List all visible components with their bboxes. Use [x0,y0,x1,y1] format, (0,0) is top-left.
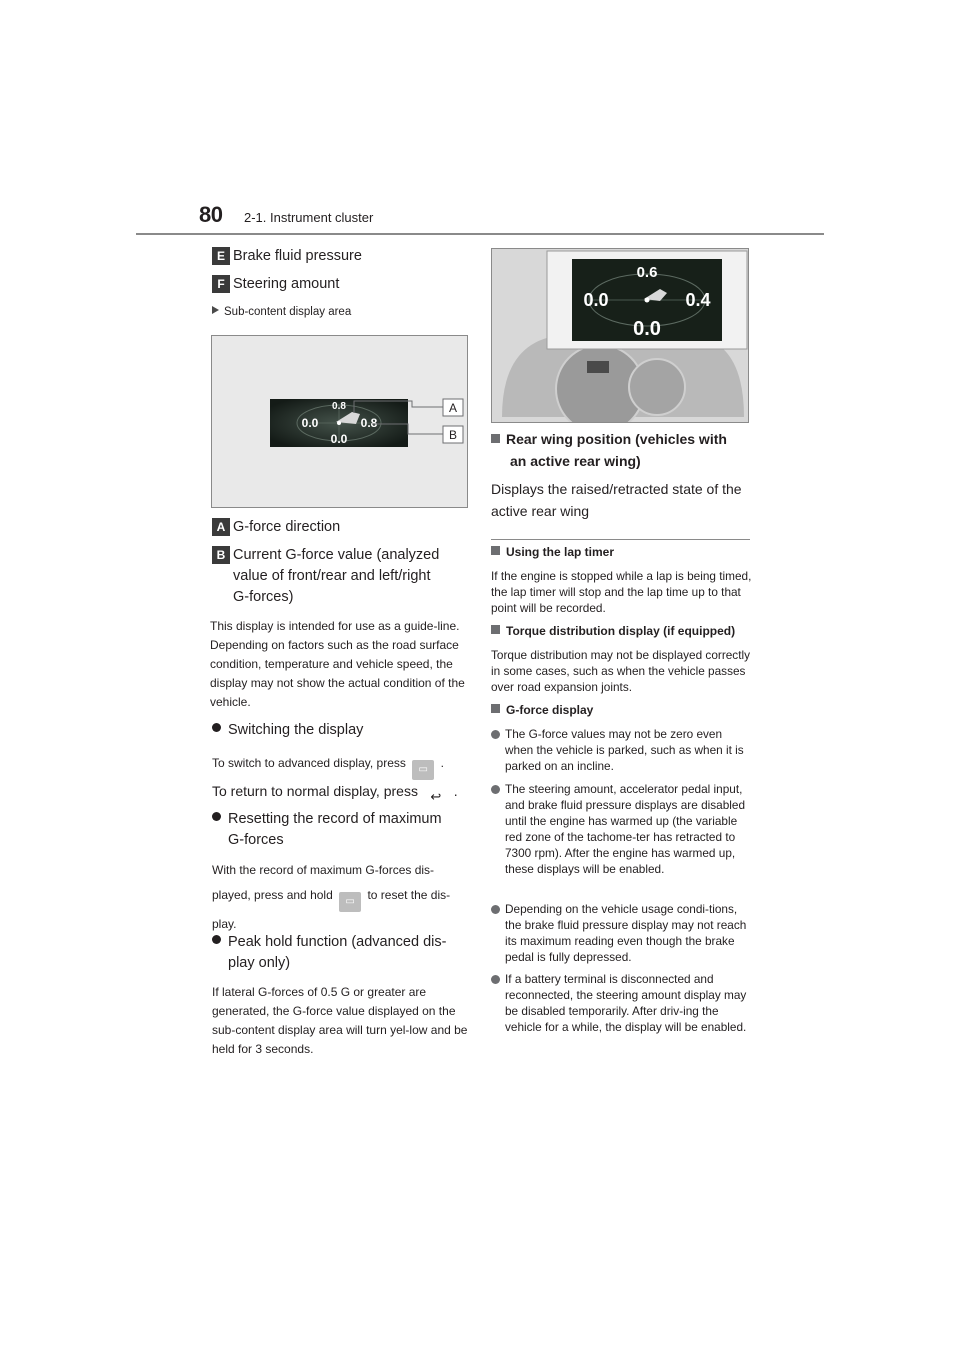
bullet-dot-icon [212,723,221,732]
triangle-bullet-icon [212,306,219,314]
label-b: B [212,546,230,564]
g-force-display-heading: G-force display [491,703,753,717]
peak-hold-text: If lateral G-forces of 0.5 G or greater are generated, the G-force value displayed on the sub-content display area will turn yel-low and be held for 3 seconds. [212,985,468,1056]
fig1-value-bottom: 0.0 [330,432,348,446]
item-current-g-force-value: Current G-force value (analyzed value of front/rear and left/right G-forces) [233,547,440,605]
g-force-bullet-2: The steering amount, accelerator pedal input, and brake fluid pressure displays are disabled until the engine has warmed up (the variable red zone of the tachome-ter has retracted to 7300 rpm). After the engine has warmed up, these displays will be enabled. [491,781,753,877]
figure-sub-content-display [211,335,468,508]
circle-bullet-icon [491,785,500,794]
circle-bullet-icon [491,730,500,739]
page-number: 80 [199,202,223,227]
fig2-value-bottom: 0.0 [633,318,661,340]
label-a: A [212,518,230,536]
fig2-value-top: 0.6 [636,264,658,281]
bullet-dot-icon [212,812,221,821]
switch-advanced-text: To switch to advanced display, press ▭ . [212,753,444,780]
lap-timer-text: If the engine is stopped while a lap is being timed, the lap timer will stop and the lap time up to that point will be recorded. [491,569,752,615]
fig2-value-right: 0.4 [685,290,711,310]
display-button-icon: ▭ [339,892,361,912]
speedometer-gauge [629,359,685,415]
torque-heading: Torque distribution display (if equipped) [491,624,753,638]
square-bullet-icon [491,625,500,634]
item-brake-fluid-pressure: Brake fluid pressure [233,248,362,264]
circle-bullet-icon [491,905,500,914]
section-divider [491,539,750,540]
peak-hold-heading: Peak hold function (advanced dis- play only) [212,932,446,974]
fig1-value-top: 0.8 [332,401,346,412]
square-bullet-icon [491,434,500,443]
header-rule [136,233,824,235]
section-title: 2-1. Instrument cluster [244,210,374,225]
item-g-force-direction: G-force direction [233,519,341,535]
back-button-icon: ↩ [425,787,447,807]
square-bullet-icon [491,546,500,555]
switch-normal-text: To return to normal display, press ↩ . [212,781,458,807]
rear-wing-text: Displays the raised/retracted state of the active rear wing [491,481,742,519]
torque-text: Torque distribution may not be displayed correctly in some cases, such as when the vehicle passes over road expansion joints. [491,648,751,694]
switching-heading: Switching the display [212,720,363,741]
sub-content-heading: Sub-content display area [212,306,351,318]
guideline-note: This display is intended for use as a guide-line. Depending on factors such as the road surface condition, temperature and vehicle speed, the display may not show the actual condition of the vehicle. [210,619,465,709]
resetting-heading: Resetting the record of maximum G-forces [212,809,442,851]
display-button-icon: ▭ [412,760,434,780]
bullet-dot-icon [212,935,221,944]
reset-text: With the record of maximum G-forces dis- played, press and hold ▭ to reset the dis- play. [212,863,451,931]
fig1-value-right: 0.8 [360,416,378,430]
g-force-bullet-1: The G-force values may not be zero even when the vehicle is parked, such as when it is parked on an incline. [491,726,753,774]
g-force-display-figure [212,336,467,507]
fig1-value-left: 0.0 [301,416,319,430]
g-force-center-dot [337,421,341,425]
rear-wing-heading: Rear wing position (vehicles with an active rear wing) [491,428,753,472]
callout-a: A [448,401,458,415]
fig2-value-left: 0.0 [583,290,609,310]
mini-display [587,361,609,373]
item-steering-amount: Steering amount [233,276,340,292]
lap-timer-heading: Using the lap timer [491,545,753,559]
inset-center-dot [645,298,650,303]
callout-b: B [448,428,458,442]
g-force-bullet-3: Depending on the vehicle usage condi-tions, the brake fluid pressure display may not reach its maximum reading even though the brake pedal is fully depressed. [491,901,753,965]
label-e: E [212,247,230,265]
instrument-cluster-figure [492,249,748,422]
label-f: F [212,275,230,293]
circle-bullet-icon [491,975,500,984]
g-force-bullet-4: If a battery terminal is disconnected and reconnected, the steering amount display may be disabled temporarily. After driv-ing the vehicle for a while, the display will be enabled. [491,971,753,1035]
square-bullet-icon [491,704,500,713]
figure-rear-wing-cluster [491,248,749,423]
